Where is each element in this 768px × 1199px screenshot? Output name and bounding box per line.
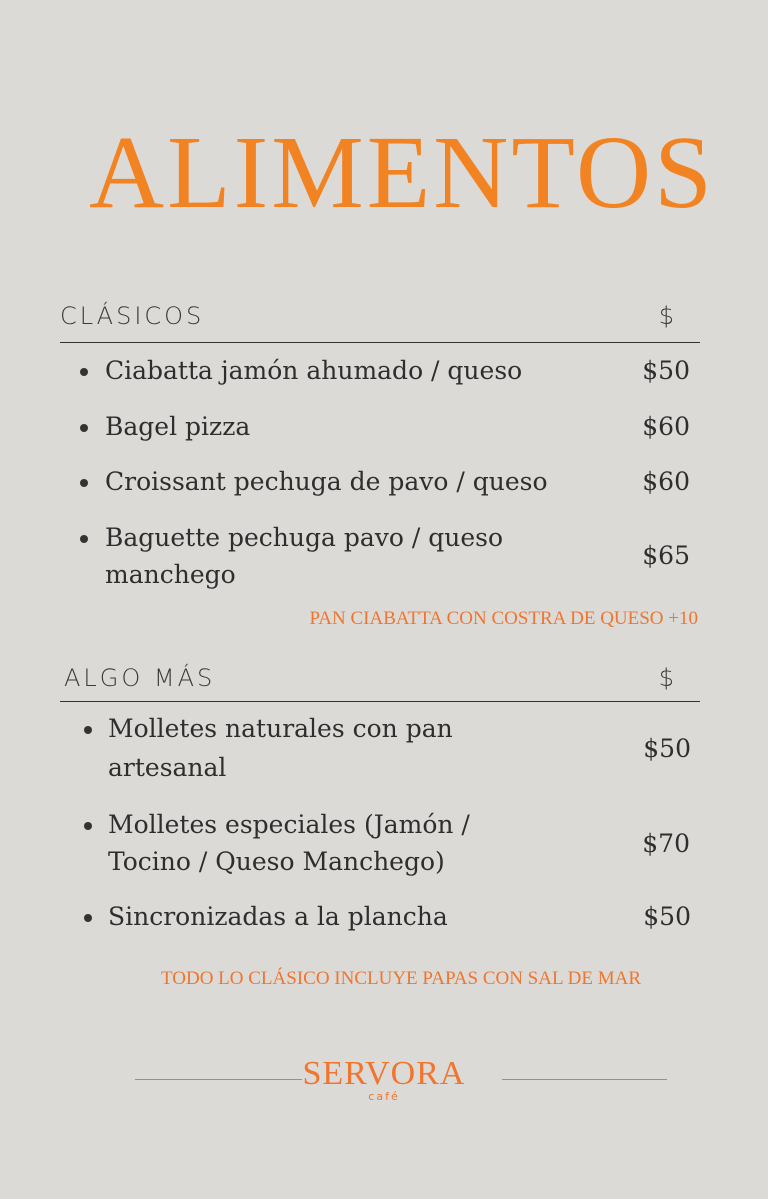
menu-title: ALIMENTOS	[89, 115, 715, 230]
item-price: $65	[642, 541, 690, 570]
item-name: Bagel pizza	[105, 412, 251, 441]
item-name-line1: Baguette pechuga pavo / queso	[105, 523, 504, 552]
logo-subtitle: café	[368, 1090, 400, 1103]
section-title: ALGO MÁS	[64, 664, 216, 692]
item-price: $50	[643, 902, 691, 931]
menu-item	[0, 898, 768, 938]
bullet-icon	[84, 822, 92, 830]
menu-item	[0, 519, 768, 595]
bullet-icon	[84, 914, 92, 922]
section-divider	[60, 342, 700, 343]
item-price: $60	[642, 412, 690, 441]
section-note: TODO LO CLÁSICO INCLUYE PAPAS CON SAL DE MAR	[161, 968, 641, 989]
menu-item	[0, 710, 768, 786]
item-name: Ciabatta jamón ahumado / queso	[105, 356, 523, 385]
item-price: $60	[642, 467, 690, 496]
menu-item	[0, 806, 768, 882]
section-note: PAN CIABATTA CON COSTRA DE QUESO +10	[309, 608, 698, 629]
menu-item	[0, 408, 768, 448]
brand-logo	[0, 1054, 768, 1114]
bullet-icon	[80, 368, 88, 376]
section-header-clasicos	[60, 300, 700, 340]
item-price: $50	[642, 356, 690, 385]
bullet-icon	[80, 535, 88, 543]
price-column-header: $	[658, 664, 674, 692]
price-column-header: $	[658, 302, 674, 330]
bullet-icon	[80, 424, 88, 432]
bullet-icon	[80, 479, 88, 487]
item-name-line2: artesanal	[108, 753, 227, 782]
item-name-line2: manchego	[105, 560, 236, 589]
section-divider	[60, 701, 700, 702]
menu-item	[0, 352, 768, 392]
section-header-algo-mas	[60, 662, 700, 702]
item-name-line2: Tocino / Queso Manchego)	[108, 847, 445, 876]
item-name: Croissant pechuga de pavo / queso	[105, 467, 548, 496]
item-price: $70	[642, 829, 690, 858]
item-name-line1: Molletes naturales con pan	[108, 714, 453, 743]
item-price: $50	[643, 734, 691, 763]
item-name-line1: Molletes especiales (Jamón /	[108, 810, 470, 839]
item-name: Sincronizadas a la plancha	[108, 902, 448, 931]
logo-wordmark: SERVORA	[302, 1055, 466, 1092]
section-title: CLÁSICOS	[60, 302, 205, 330]
menu-item	[0, 463, 768, 503]
bullet-icon	[84, 726, 92, 734]
